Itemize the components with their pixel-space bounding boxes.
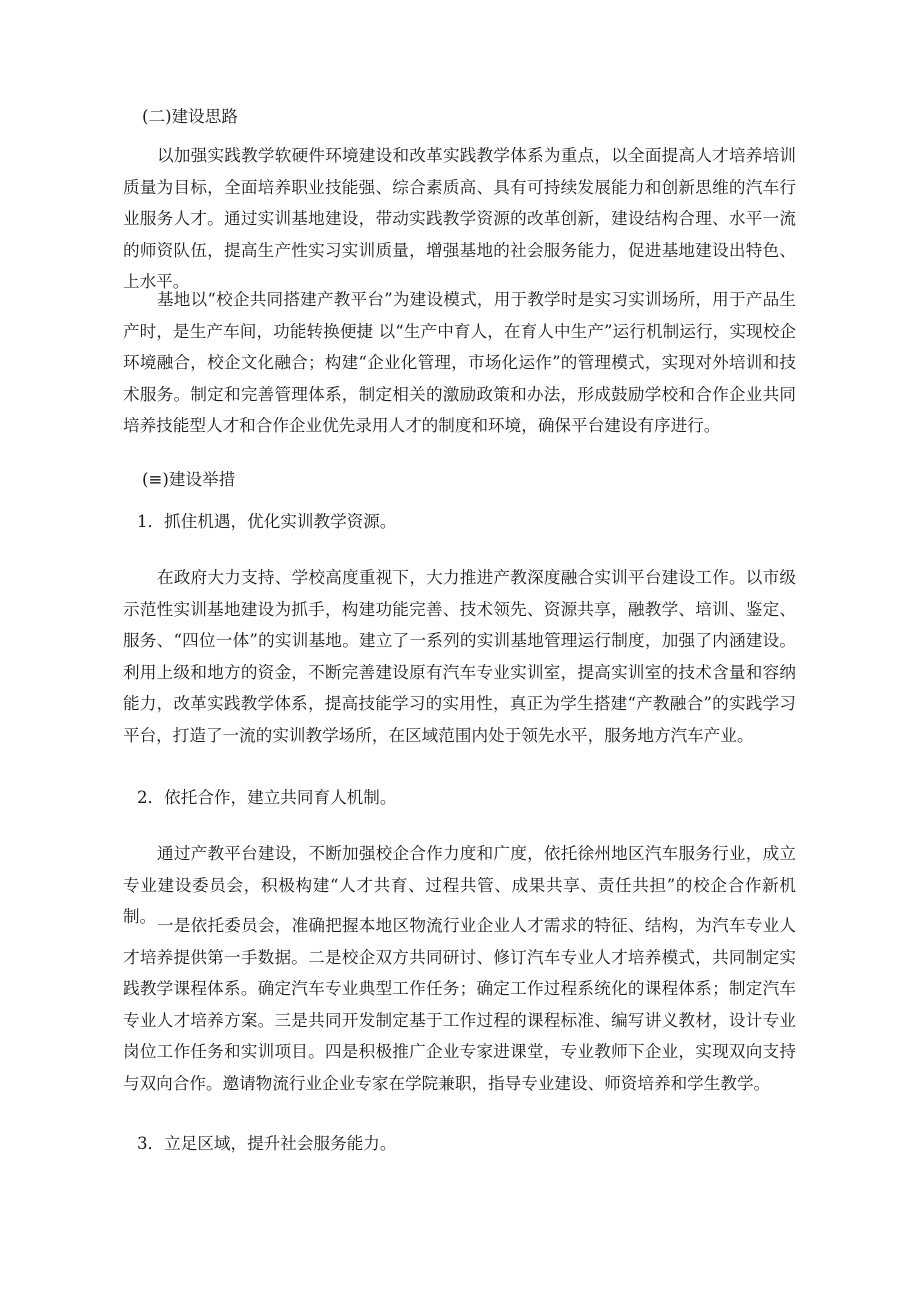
paragraph-item-2-measures: 一是依托委员会，准确把握本地区物流行业企业人才需求的特征、结构，为汽车专业人才培养提供第一手数据。二是校企双方共同研讨、修订汽车专业人才培养模式，共同制定实践教学课程体系。确定汽车专业典型工作任务；确定工作过程系统化的课程体系；制定汽车专业人才培养方案。三是共同开发制定基于工作过程的课程标准、编写讲义教材，设计专业岗位工作任务和实训项目。四是积极推广企业专家进课堂，专业教师下企业，实现双向支持与双向合作。邀请物流行业企业专家在学院兼职，指导专业建设、师资培养和学生教学。 <box>123 916 796 1093</box>
section-heading-construction-measures: (≡)建设举措 <box>142 470 236 489</box>
item-heading-1: 1．抓住机遇，优化实训教学资源。 <box>137 512 397 531</box>
paragraph-base-model: 基地以“校企共同搭建产教平台”为建设模式，用于教学时是实习实训场所，用于产品生产时，是生产车间，功能转换便捷 以“生产中育人，在育人中生产”运行机制运行，实现校企环境融合，校企文化融合；构建“企业化管理，市场化运作”的管理模式，实现对外培训和技术服务。制定和完善管理体系，制定相关的激励政策和办法，形成鼓励学校和合作企业共同培养技能型人才和合作企业优先录用人才的制度和环境，确保平台建设有序进行。 <box>123 290 796 435</box>
item-heading-2: 2．依托合作，建立共同育人机制。 <box>137 788 397 807</box>
item-heading-3: 3．立足区域，提升社会服务能力。 <box>137 1134 397 1153</box>
paragraph-construction-ideas: 以加强实践教学软硬件环境建设和改革实践教学体系为重点，以全面提高人才培养培训质量为目标，全面培养职业技能强、综合素质高、具有可持续发展能力和创新思维的汽车行业服务人才。通过实训基地建设，带动实践教学资源的改革创新，建设结构合理、水平一流的师资队伍，提高生产性实习实训质量，增强基地的社会服务能力，促进基地建设出特色、上水平。 <box>123 146 796 291</box>
paragraph-item-1: 在政府大力支持、学校高度重视下，大力推进产教深度融合实训平台建设工作。以市级示范性实训基地建设为抓手，构建功能完善、技术领先、资源共享，融教学、培训、鉴定、服务、“四位一体”的实训基地。建立了一系列的实训基地管理运行制度，加强了内涵建设。利用上级和地方的资金，不断完善建设原有汽车专业实训室，提高实训室的技术含量和容纳能力，改革实践教学体系，提高技能学习的实用性，真正为学生搭建“产教融合”的实践学习平台，打造了一流的实训教学场所，在区域范围内处于领先水平，服务地方汽车产业。 <box>123 568 796 745</box>
paragraph-item-2-committee: 通过产教平台建设，不断加强校企合作力度和广度，依托徐州地区汽车服务行业，成立专业建设委员会，积极构建“人才共育、过程共管、成果共享、责任共担”的校企合作新机制。 <box>123 844 796 926</box>
section-heading-construction-ideas: (二)建设思路 <box>142 107 238 126</box>
